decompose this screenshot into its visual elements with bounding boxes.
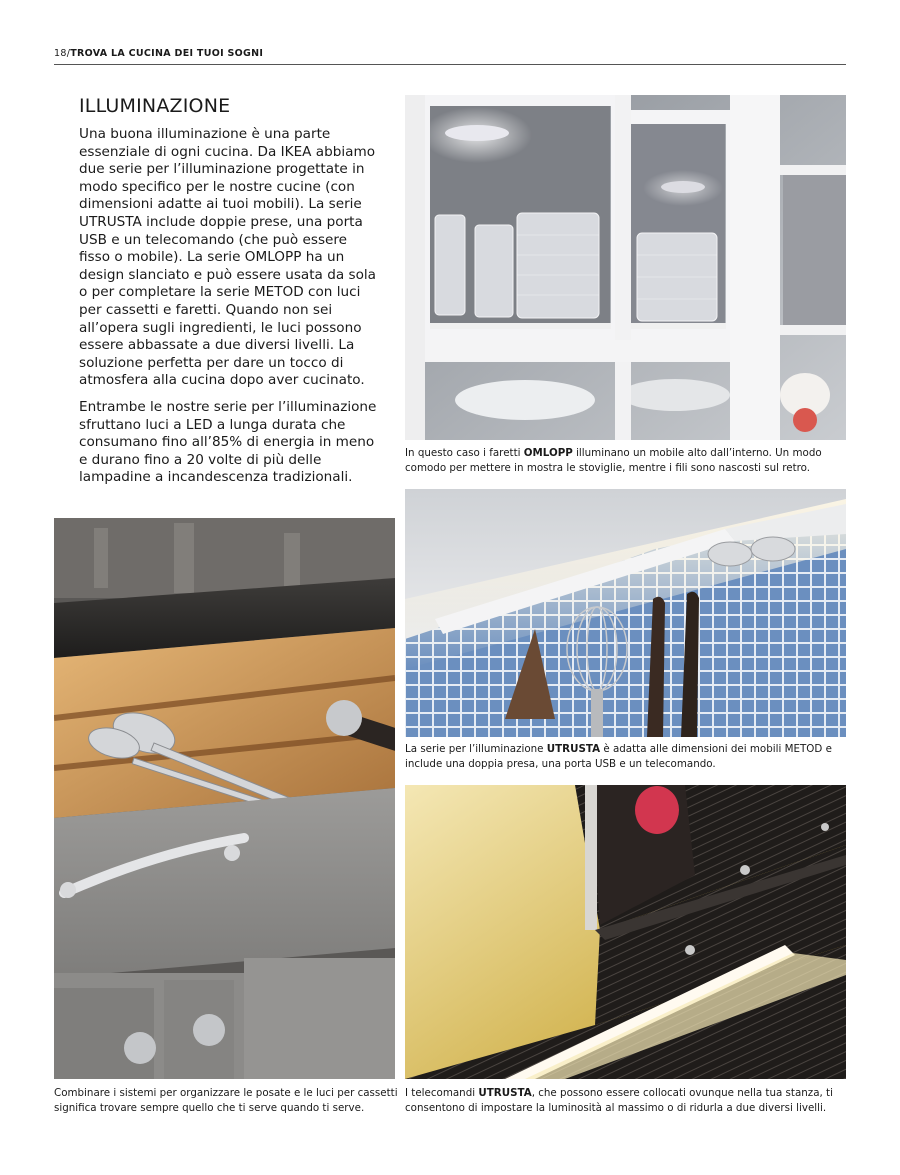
- page-number: 18/: [54, 48, 71, 59]
- product-name-omlopp: OMLOPP: [523, 447, 573, 459]
- section-title: TROVA LA CUCINA DEI TUOI SOGNI: [70, 48, 264, 59]
- page-header: [54, 48, 846, 65]
- caption-glass-cabinet: In questo caso i faretti OMLOPP illuminano un mobile alto dall’interno. Un modo comodo per mettere in mostra le stoviglie, mentre i fili sono nascosti sul retro.: [405, 447, 822, 474]
- caption-drawer: Combinare i sistemi per organizzare le posate e le luci per cassetti significa trovare sempre quello che ti serve quando ti serve.: [54, 1087, 398, 1114]
- caption-backsplash: La serie per l’illuminazione UTRUSTA è adatta alle dimensioni dei mobili METOD e include una doppia presa, una porta USB e un telecomando.: [405, 743, 832, 770]
- caption-remote: I telecomandi UTRUSTA, che possono essere collocati ovunque nella tua stanza, ti consentono di impostare la luminosità al massimo o di ridurla a due diversi livelli.: [405, 1087, 833, 1114]
- photo-glass-cabinet: [405, 95, 846, 440]
- product-name-utrusta-remote: UTRUSTA: [478, 1087, 532, 1099]
- photo-backsplash-utrusta: [405, 489, 846, 737]
- article-paragraph-2: Entrambe le nostre serie per l’illuminazione sfruttano luci a LED a lunga durata che consumano fino all’85% di energia in meno e durano fino a 20 volte di più delle lampadine a incandescenza tradizionali.: [79, 399, 377, 486]
- article-paragraph-1: Una buona illuminazione è una parte essenziale di ogni cucina. Da IKEA abbiamo due serie per l’illuminazione progettate in modo specifico per le nostre cucine (con dimensioni adatte ai tuoi mobili). La serie UTRUSTA include doppie prese, una porta USB e un telecomando (che può essere fisso o mobile). La serie OMLOPP ha un design slanciato e può essere usata da sola o per completare la serie METOD con luci per cassetti e faretti. Quando non sei all’opera sugli ingredienti, le luci possono essere abbassate a due diversi livelli. La soluzione perfetta per dare un tocco di atmosfera alla cucina dopo aver cucinato.: [79, 126, 376, 389]
- article-title: ILLUMINAZIONE: [79, 95, 231, 117]
- photo-cutlery-drawer: [54, 518, 395, 1079]
- photo-under-cabinet-light: [405, 785, 846, 1079]
- product-name-utrusta: UTRUSTA: [546, 743, 601, 755]
